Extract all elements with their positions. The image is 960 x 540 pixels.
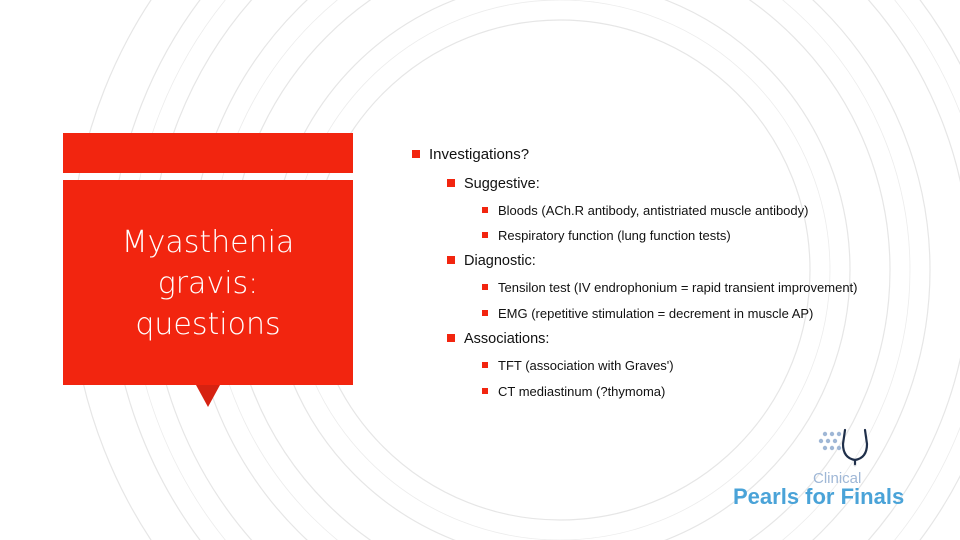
slide-title xyxy=(63,222,353,345)
bullet-suggestive: Suggestive: xyxy=(447,176,540,192)
bullet-diagnostic: Diagnostic: xyxy=(447,253,536,269)
bullet-marker-icon xyxy=(412,150,420,158)
logo-small-text: Clinical xyxy=(813,470,862,487)
bullet-marker-icon xyxy=(482,388,488,394)
title-line-2: gravis: xyxy=(157,266,259,301)
bullet-marker-icon xyxy=(482,284,488,290)
title-box-pointer xyxy=(196,385,220,407)
title-accent-strip xyxy=(63,133,353,173)
bullet-suggestive-item: Bloods (ACh.R antibody, antistriated muscle antibody) xyxy=(482,203,808,218)
bullet-heading: Investigations? xyxy=(412,146,529,163)
bullet-marker-icon xyxy=(447,256,455,264)
bullet-marker-icon xyxy=(482,310,488,316)
bullet-marker-icon xyxy=(482,207,488,213)
bullet-marker-icon xyxy=(447,334,455,342)
title-line-1: Myasthenia xyxy=(121,225,295,260)
title-line-3: questions xyxy=(135,307,281,342)
bullet-marker-icon xyxy=(482,232,488,238)
bullet-diagnostic-item: Tensilon test (IV endrophonium = rapid transient improvement) xyxy=(482,280,858,295)
logo-main-text: Pearls for Finals xyxy=(733,484,905,509)
bullet-suggestive-item: Respiratory function (lung function tests) xyxy=(482,228,731,243)
bullet-associations-item: TFT (association with Graves') xyxy=(482,358,674,373)
bullet-associations: Associations: xyxy=(447,331,549,347)
bullet-marker-icon xyxy=(482,362,488,368)
bullet-marker-icon xyxy=(447,179,455,187)
bullet-diagnostic-item: EMG (repetitive stimulation = decrement in muscle AP) xyxy=(482,306,813,321)
bullet-associations-item: CT mediastinum (?thymoma) xyxy=(482,384,665,399)
